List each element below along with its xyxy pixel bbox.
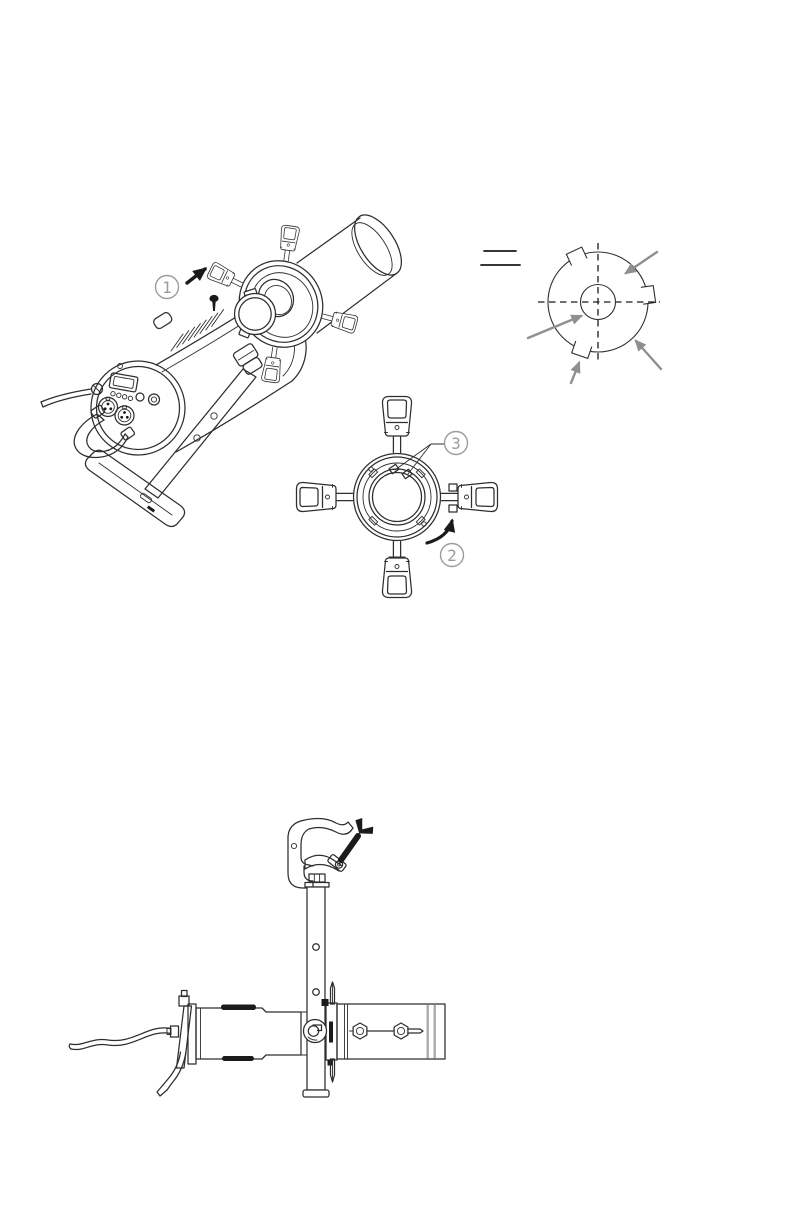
fixture-housing xyxy=(188,1004,307,1064)
tilt-lock-knob xyxy=(304,1020,327,1043)
callout-1 xyxy=(156,276,179,299)
carry-handle xyxy=(74,404,135,457)
alignment-arrow-center xyxy=(528,316,581,338)
accessory-clip-right xyxy=(442,482,498,511)
accessory-clip-right xyxy=(320,307,358,333)
gobo-clip-pin-bottom xyxy=(331,1059,335,1082)
accessory-clip-bottom xyxy=(382,542,411,598)
tube-end-band xyxy=(427,1005,429,1059)
focus-screw-1 xyxy=(350,1023,367,1039)
callout-1-label: 1 xyxy=(162,278,172,298)
power-cord xyxy=(41,389,91,407)
display-screen xyxy=(107,373,138,402)
vent-strip-bottom xyxy=(222,1056,254,1061)
screw-hole xyxy=(369,467,373,471)
tube-joint-lines xyxy=(345,1004,348,1059)
figure-front-view xyxy=(297,397,498,598)
callout-3 xyxy=(445,432,468,455)
lock-tab xyxy=(322,999,329,1006)
focus-screw-tip xyxy=(408,1029,423,1033)
accessory-clip-bottom xyxy=(261,346,284,383)
rear-handle-hook xyxy=(157,1052,186,1096)
fuse-holder xyxy=(136,393,144,401)
power-cable xyxy=(69,1026,178,1050)
accessory-clip-top xyxy=(277,225,300,262)
screw-hole xyxy=(422,522,426,526)
yoke-foot xyxy=(303,1090,329,1097)
figure-exploded-view xyxy=(41,207,411,526)
gobo-tab-bottom xyxy=(572,341,592,359)
c-clamp xyxy=(288,816,376,888)
gobo-clip-pin-top xyxy=(331,982,335,1004)
accessory-clip-top xyxy=(382,397,411,453)
clamp-safety-hole xyxy=(291,843,296,848)
accessory-clip-left xyxy=(297,482,353,511)
clamp-bolt xyxy=(341,836,358,860)
callout-2-label: 2 xyxy=(447,546,457,566)
mounting-nut xyxy=(305,874,329,887)
alignment-arrow-bottom xyxy=(571,363,579,383)
callout-2 xyxy=(441,544,464,567)
lock-bar xyxy=(329,1022,333,1043)
rear-panel xyxy=(92,364,160,426)
cable-connector xyxy=(171,1026,179,1037)
yoke-arm xyxy=(145,369,256,498)
tube-end-band xyxy=(434,1005,436,1059)
rear-plate xyxy=(157,991,192,1097)
retainer-square xyxy=(449,505,457,512)
lens-tube-side xyxy=(326,1003,445,1060)
lens-tube-assembly xyxy=(206,207,410,383)
callout-3-label: 3 xyxy=(451,434,461,454)
vent-hatching xyxy=(171,310,224,352)
lens-ring-front xyxy=(354,454,441,541)
thumbscrew-icon xyxy=(209,295,218,311)
figure-side-view xyxy=(69,816,445,1097)
equals-mark xyxy=(481,251,520,265)
alignment-arrow-bottom-right xyxy=(636,341,661,369)
xlr-connector-2 xyxy=(115,406,134,425)
yoke-base-plate xyxy=(85,450,184,526)
gobo-tab-top-left xyxy=(566,247,587,266)
vent-strip-top xyxy=(221,1005,256,1011)
alignment-arrow-top-right xyxy=(626,252,657,273)
figure-gobo-alignment xyxy=(481,243,661,383)
top-knob xyxy=(152,311,173,330)
accessory-clip-left xyxy=(206,261,245,292)
focus-screw-2 xyxy=(394,1023,408,1039)
retainer-square xyxy=(449,484,457,491)
rear-button xyxy=(149,394,160,405)
insert-arrow-icon xyxy=(187,269,205,283)
yoke-pivot-knob xyxy=(232,343,264,377)
